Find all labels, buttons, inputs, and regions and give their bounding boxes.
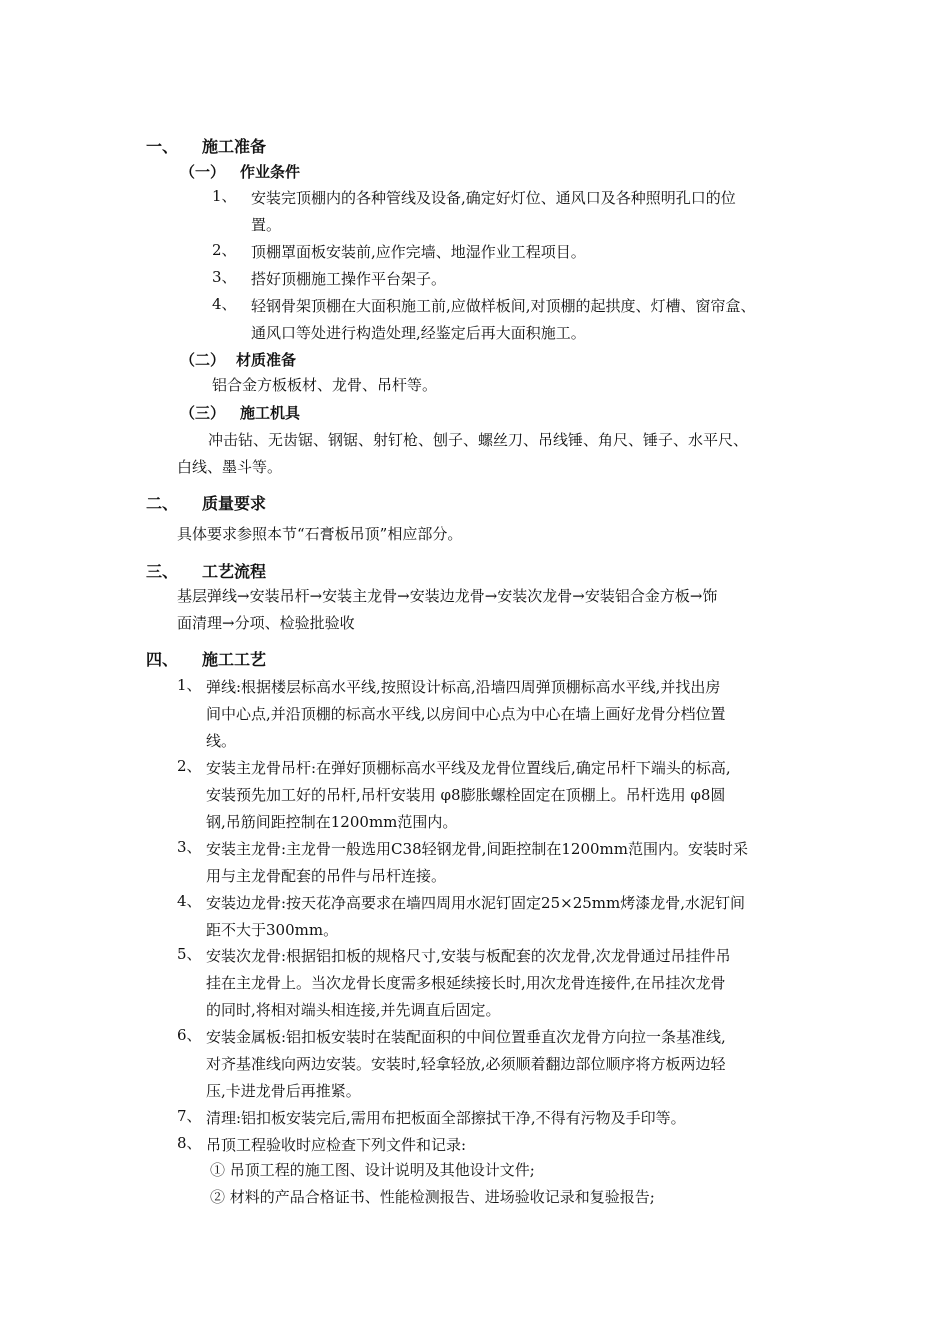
item-number: 7、 bbox=[177, 1107, 202, 1125]
subsection-number: （二） bbox=[180, 351, 226, 369]
item-text-line: 安装边龙骨:按天花净高要求在墙四周用水泥钉固定25×25mm烤漆龙骨,水泥钉间 bbox=[206, 894, 746, 912]
item-text-line: 搭好顶棚施工操作平台架子。 bbox=[251, 270, 447, 288]
item-number: 3、 bbox=[177, 838, 202, 856]
item-number: 3、 bbox=[212, 268, 237, 286]
section-title: 施工准备 bbox=[202, 137, 267, 156]
body-text: 白线、墨斗等。 bbox=[177, 458, 283, 476]
section-heading-2 bbox=[146, 491, 266, 514]
body-text: 面清理→分项、检验批验收 bbox=[177, 614, 355, 632]
body-text: 具体要求参照本节“石膏板吊顶”相应部分。 bbox=[177, 525, 463, 543]
item-number: 4、 bbox=[212, 295, 237, 313]
subsection-title: 施工机具 bbox=[240, 404, 301, 422]
subsection-heading-1 bbox=[180, 161, 300, 182]
item-text-line: 对齐基准线向两边安装。安装时,轻拿轻放,必须顺着翻边部位顺序将方板两边轻 bbox=[206, 1055, 726, 1073]
check-item: ① 吊顶工程的施工图、设计说明及其他设计文件; bbox=[210, 1161, 535, 1179]
body-text: 冲击钻、无齿锯、钢锯、射钉枪、刨子、螺丝刀、吊线锤、角尺、锤子、水平尺、 bbox=[208, 431, 749, 449]
section-heading-4 bbox=[146, 647, 266, 670]
subsection-number: （三） bbox=[180, 404, 226, 422]
item-text-line: 安装金属板:铝扣板安装时在装配面积的中间位置垂直次龙骨方向拉一条基准线, bbox=[206, 1028, 726, 1046]
body-text: 基层弹线→安装吊杆→安装主龙骨→安装边龙骨→安装次龙骨→安装铝合金方板→饰 bbox=[177, 587, 718, 605]
item-text-line: 置。 bbox=[251, 216, 282, 234]
item-text-line: 线。 bbox=[206, 732, 237, 750]
item-text-line: 安装次龙骨:根据铝扣板的规格尺寸,安装与板配套的次龙骨,次龙骨通过吊挂件吊 bbox=[206, 947, 731, 965]
item-text-line: 安装完顶棚内的各种管线及设备,确定好灯位、通风口及各种照明孔口的位 bbox=[251, 189, 736, 207]
section-heading-3 bbox=[146, 559, 266, 582]
item-text-line: 通风口等处进行构造处理,经鉴定后再大面积施工。 bbox=[251, 324, 586, 342]
item-number: 2、 bbox=[177, 757, 202, 775]
item-text-line: 清理:铝扣板安装完后,需用布把板面全部擦拭干净,不得有污物及手印等。 bbox=[206, 1109, 686, 1127]
section-title: 质量要求 bbox=[202, 494, 267, 513]
item-text-line: 的同时,将相对端头相连接,并先调直后固定。 bbox=[206, 1001, 501, 1019]
item-text-line: 压,卡进龙骨后再推紧。 bbox=[206, 1082, 361, 1100]
item-text-line: 安装主龙骨:主龙骨一般选用C38轻钢龙骨,间距控制在1200mm范围内。安装时采 bbox=[206, 840, 749, 858]
item-number: 2、 bbox=[212, 241, 237, 259]
item-number: 5、 bbox=[177, 945, 202, 963]
section-number: 二、 bbox=[146, 494, 179, 513]
item-number: 1、 bbox=[177, 676, 202, 694]
item-number: 8、 bbox=[177, 1134, 202, 1152]
subsection-title: 作业条件 bbox=[240, 163, 301, 181]
subsection-heading-3 bbox=[180, 402, 300, 423]
subsection-title: 材质准备 bbox=[236, 351, 297, 369]
body-text: 铝合金方板板材、龙骨、吊杆等。 bbox=[212, 376, 438, 394]
item-text-line: 间中心点,并沿顶棚的标高水平线,以房间中心点为中心在墙上画好龙骨分档位置 bbox=[206, 705, 726, 723]
item-text-line: 安装主龙骨吊杆:在弹好顶棚标高水平线及龙骨位置线后,确定吊杆下端头的标高, bbox=[206, 759, 731, 777]
section-title: 施工工艺 bbox=[202, 650, 267, 669]
item-text-line: 距不大于300mm。 bbox=[206, 921, 339, 939]
section-heading-1 bbox=[146, 134, 266, 157]
section-title: 工艺流程 bbox=[202, 562, 267, 581]
item-text-line: 钢,吊筋间距控制在1200mm范围内。 bbox=[206, 813, 458, 831]
item-number: 1、 bbox=[212, 187, 237, 205]
item-text-line: 吊顶工程验收时应检查下列文件和记录: bbox=[206, 1136, 467, 1154]
subsection-heading-2 bbox=[180, 349, 296, 370]
check-item: ② 材料的产品合格证书、性能检测报告、进场验收记录和复验报告; bbox=[210, 1188, 655, 1206]
item-number: 6、 bbox=[177, 1026, 202, 1044]
item-text-line: 弹线:根据楼层标高水平线,按照设计标高,沿墙四周弹顶棚标高水平线,并找出房 bbox=[206, 678, 721, 696]
item-text-line: 轻钢骨架顶棚在大面积施工前,应做样板间,对顶棚的起拱度、灯槽、窗帘盒、 bbox=[251, 297, 756, 315]
item-text-line: 用与主龙骨配套的吊件与吊杆连接。 bbox=[206, 867, 447, 885]
item-text-line: 安装预先加工好的吊杆,吊杆安装用 φ8膨胀螺栓固定在顶棚上。吊杆选用 φ8圆 bbox=[206, 786, 726, 804]
item-text-line: 顶棚罩面板安装前,应作完墙、地湿作业工程项目。 bbox=[251, 243, 586, 261]
section-number: 三、 bbox=[146, 562, 179, 581]
section-number: 四、 bbox=[146, 650, 179, 669]
section-number: 一、 bbox=[146, 137, 179, 156]
item-number: 4、 bbox=[177, 892, 202, 910]
subsection-number: （一） bbox=[180, 163, 226, 181]
item-text-line: 挂在主龙骨上。当次龙骨长度需多根延续接长时,用次龙骨连接件,在吊挂次龙骨 bbox=[206, 974, 726, 992]
